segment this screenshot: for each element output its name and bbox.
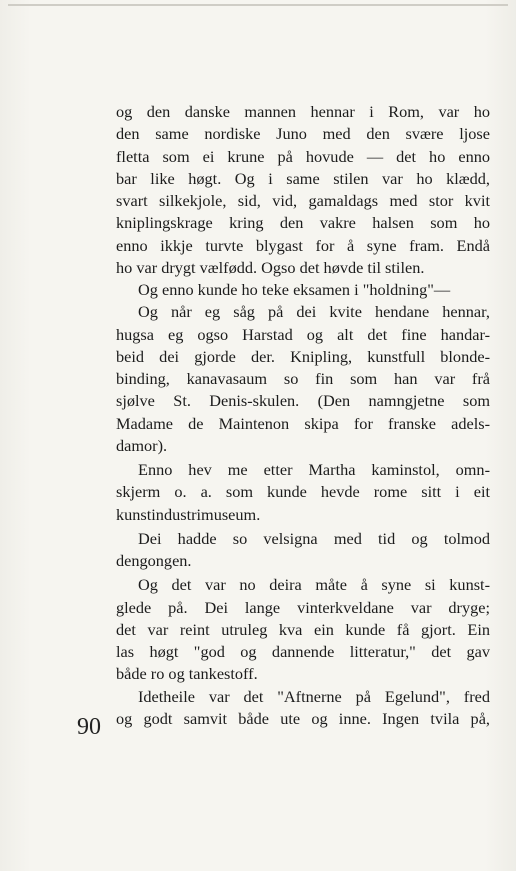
text-line: Og det var no deira måte å syne si kunst- <box>138 575 490 595</box>
text-line: beid dei gjorde der. Knipling, kunstfull blonde- <box>116 346 490 366</box>
text-line: ho var drygt vælfødd. Ogso det høvde til stilen. <box>116 257 425 277</box>
text-line: Madame de Maintenon skipa for franske adels- <box>116 413 490 433</box>
text-line: bar like høgt. Og i same stilen var ho klædd, <box>116 168 490 188</box>
text-line: Idetheile var det "Aftnerne på Egelund", fred <box>138 686 490 706</box>
text-line: hugsa eg ogso Harstad og alt det fine handar- <box>116 324 490 344</box>
text-line: las høgt "god og dannende litteratur," det gav <box>116 642 490 661</box>
text-line: kniplingskrage kring den vakre halsen som ho <box>116 213 490 233</box>
text-line: binding, kanavasaum so fin som han var frå <box>116 369 490 388</box>
text-line: enno ikkje turvte blygast for å syne fram. Endå <box>116 235 490 255</box>
text-line: kunstindustrimuseum. <box>116 504 261 524</box>
text-line: Enno hev me etter Martha kaminstol, omn- <box>138 460 490 479</box>
text-line: den same nordiske Juno med den svære ljose <box>116 124 490 144</box>
text-line: Og enno kunde ho teke eksamen i "holdning"— <box>138 280 451 299</box>
text-line: svart silkekjole, sid, vid, gamaldags med stor kvit <box>116 191 490 210</box>
text-line: og den danske mannen hennar i Rom, var ho <box>116 102 490 121</box>
text-line: Dei hadde so velsigna med tid og tolmod <box>138 528 490 548</box>
text-line: og godt samvit både ute og inne. Ingen tvila på, <box>116 708 490 728</box>
text-line: sjølve St. Denis-skulen. (Den namngjetne som <box>116 391 490 411</box>
text-line: det var reint utruleg kva ein kunde få gjort. Ein <box>116 619 490 639</box>
body-text <box>116 101 490 730</box>
page-edge-rule <box>8 4 508 6</box>
text-line: dengongen. <box>116 551 192 570</box>
text-line: glede på. Dei lange vinterkveldane var dryge; <box>116 597 490 617</box>
text-line: skjerm o. a. som kunde hevde rome sitt i eit <box>116 482 490 502</box>
text-line: fletta som ei krune på hovude — det ho enno <box>116 146 490 166</box>
text-line: Og når eg såg på dei kvite hendane hennar, <box>138 302 490 322</box>
text-line: damor). <box>116 435 168 455</box>
text-line: både ro og tankestoff. <box>116 664 258 684</box>
page-number: 90 <box>77 714 101 740</box>
